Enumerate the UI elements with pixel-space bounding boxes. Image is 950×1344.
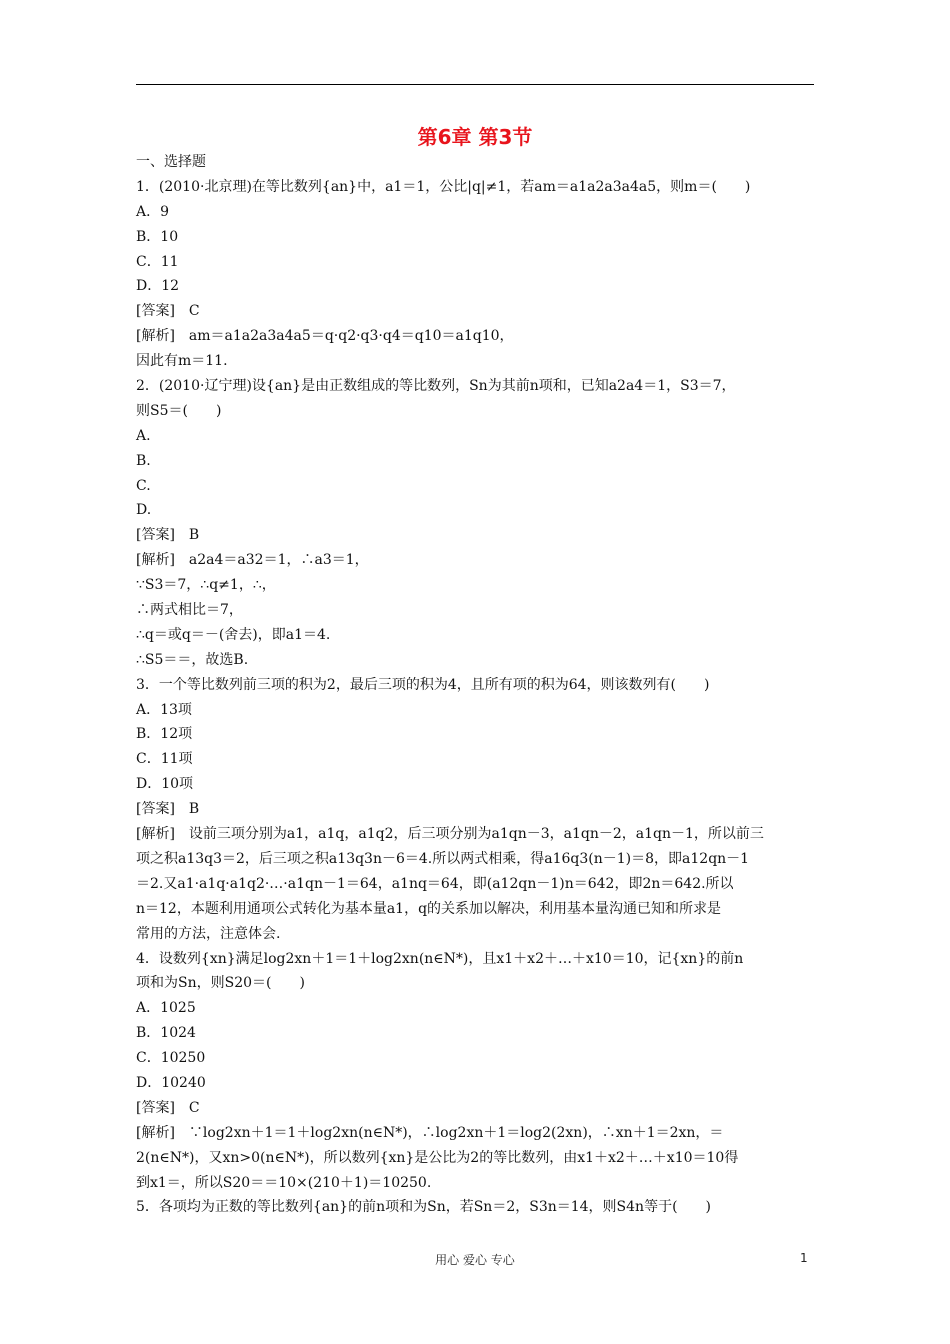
option: B．12项	[136, 726, 193, 743]
option: C．10250	[136, 1050, 206, 1067]
option: B．1024	[136, 1025, 196, 1042]
chapter-title: 第6章 第3节	[417, 125, 533, 149]
header-rule	[136, 84, 814, 85]
footer-slogan: 用心 爱心 专心	[435, 1253, 515, 1267]
question-4: 4．设数列{xn}满足log2xn＋1＝1＋log2xn(n∈N*)，且x1＋x2＋…＋x10＝10，记{xn}的前n	[136, 950, 744, 967]
question-5: 5．各项均为正数的等比数列{an}的前n项和为Sn，若Sn＝2，S3n＝14，则S4n等于( )	[136, 1199, 711, 1216]
analysis: [解析] ∵log2xn＋1＝1＋log2xn(n∈N*)，∴log2xn＋1＝log2(2xn)，∴xn＋1＝2xn，＝	[136, 1124, 724, 1141]
analysis: ∴S5＝＝，故选B.	[136, 651, 249, 668]
option: B．10	[136, 228, 179, 245]
option: D.	[136, 502, 152, 519]
option: C．11	[136, 253, 179, 270]
option: A．13项	[136, 701, 192, 718]
analysis: 因此有m＝11.	[136, 353, 228, 370]
analysis: 2(n∈N*)，又xn>0(n∈N*)，所以数列{xn}是公比为2的等比数列，由x1＋x2＋…＋x10＝10得	[136, 1149, 739, 1166]
question-4: 项和为Sn，则S20＝( )	[136, 975, 305, 992]
option: B.	[136, 452, 151, 469]
option: D．10项	[136, 776, 194, 793]
analysis: [解析] 设前三项分别为a1，a1q，a1q2，后三项分别为a1qn－3，a1qn－2，a1qn－1，所以前三	[136, 826, 764, 843]
analysis: ∴两式相比＝7，	[136, 602, 243, 619]
analysis: 常用的方法，注意体会.	[136, 925, 281, 942]
option: A．1025	[136, 1000, 196, 1017]
answer: [答案] B	[136, 527, 200, 544]
question-2: 则S5＝( )	[136, 402, 222, 419]
analysis: [解析] am＝a1a2a3a4a5＝q·q2·q3·q4＝q10＝a1q10，	[136, 328, 514, 345]
analysis: ∵S3＝7，∴q≠1，∴，	[136, 577, 276, 594]
analysis: n＝12，本题利用通项公式转化为基本量a1，q的关系加以解决，利用基本量沟通已知和所求是	[136, 900, 722, 917]
question-3: 3．一个等比数列前三项的积为2，最后三项的积为4，且所有项的积为64，则该数列有( )	[136, 676, 710, 693]
answer: [答案] B	[136, 801, 200, 818]
option: C．11项	[136, 751, 193, 768]
option: A．9	[136, 203, 170, 220]
question-2: 2．(2010·辽宁理)设{an}是由正数组成的等比数列，Sn为其前n项和，已知a2a4＝1，S3＝7，	[136, 378, 736, 395]
analysis: ＝2.又a1·a1q·a1q2·…·a1qn－1＝64，a1nq＝64，即(a12qn－1)n＝642，即2n＝642.所以	[136, 875, 734, 892]
analysis: 到x1＝，所以S20＝＝10×(210＋1)＝10250.	[136, 1174, 432, 1191]
option: C.	[136, 477, 151, 494]
analysis: 项之积a13q3＝2，后三项之积a13q3n－6＝4.所以两式相乘，得a16q3(n－1)＝8，即a12qn－1	[136, 850, 750, 867]
document-body	[136, 150, 816, 1220]
answer: [答案] C	[136, 303, 200, 320]
option: A.	[136, 427, 151, 444]
section-heading: 一、选择题	[136, 154, 206, 170]
question-1: 1．(2010·北京理)在等比数列{an}中，a1＝1，公比|q|≠1，若am＝a1a2a3a4a5，则m＝( )	[136, 178, 751, 195]
analysis: [解析] a2a4＝a32＝1，∴a3＝1，	[136, 552, 369, 569]
analysis: ∴q＝或q＝－(舍去)，即a1＝4.	[136, 626, 331, 643]
answer: [答案] C	[136, 1099, 200, 1116]
option: D．12	[136, 278, 180, 295]
option: D．10240	[136, 1074, 206, 1091]
page-number: 1	[800, 1251, 808, 1265]
